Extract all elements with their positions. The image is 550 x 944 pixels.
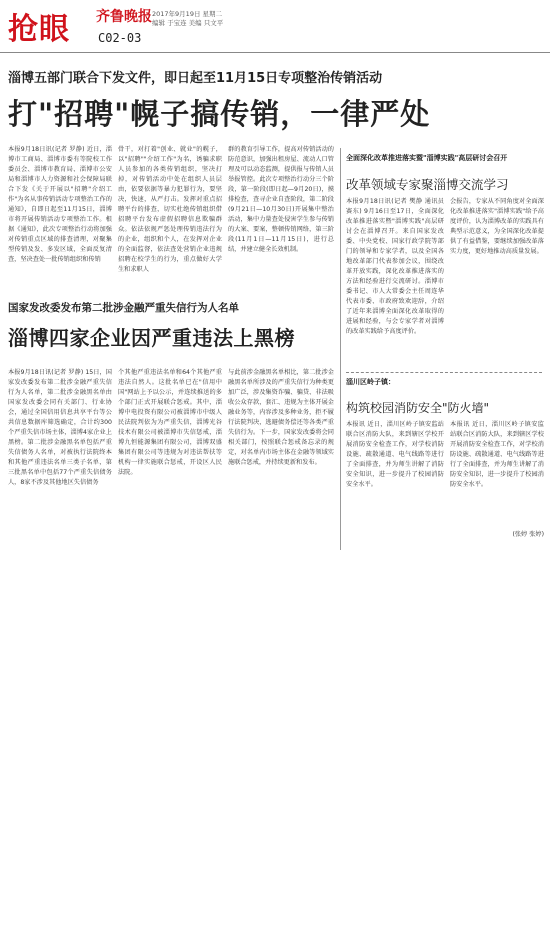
sidebar2-headline: 构筑校园消防安全"防火墙" xyxy=(346,401,490,415)
second-column-3: 与此前涉金融黑名单相比，第二批涉金融黑名单所涉及的严重失信行为种类更加广泛，涉及集资诈骗、骗贷、非法吸收公众存款，套汇、违规为主体开展金融业务等，内容涉及多种业务，拒不履行法院判决，逃避债务偿还等各类严重失信行为。下一步，国家发改委将会同相关部门，按照联合惩戒备忘录的规定，对名单内市场主体在金融等领域实施联合惩戒，并持续更新和发布。 xyxy=(228,369,334,466)
sidebar1-headline: 改革领域专家聚淄博交流学习 xyxy=(346,177,509,192)
sidebar2-kicker: 淄川区岭子镇： xyxy=(346,378,395,386)
sidebar1-column-2: 会报告，专家从不同角度对全面深化改革推进落实"淄博实践"给予高度评价，认为淄博改革的实践具有典型示范意义，为全国深化改革提供了有益借鉴，要继续加强改革落实力度，更好地推动高质量发展。 xyxy=(450,198,544,255)
section-title: 抢眼 xyxy=(8,12,70,47)
lead-column-3: 群的教育引导工作，提高对传销活动的防范意识，加强出租房屋、流动人口管理及可以动态监测，提供报与传销人员举报管控。此次专项整治行动分三个阶段，第一阶段(即日起—9月20日)，摸排检查，查寻企业自查阶段，第二阶段(9月21日—10月30日)开展集中整治活动，集中力量查处侵害学生参与传销的大案、要案，整顿传销网络，第三阶段(11月1日—11月15日)，进行总结，并建立健全长效机制。 xyxy=(228,146,334,253)
lead-headline: 打"招聘"幌子搞传销，一律严处 xyxy=(8,97,431,131)
second-column-2: 个其他严重违法名单和64个其他严重违法自然人。这批名单已在"信用中国"网站上予以公示，并连续推送的多个部门正式开展联合惩戒。其中，淄博中电投资有限公司被淄博市中级人民法院判依为为严重失信，淄博光谷技术有限公司被淄博市失信惩戒，淄博九恒能源集团有限公司，淄博双盛集团有限公司等违规为对违法帮扶等机构一律实施联合惩戒，开设区人民法院。 xyxy=(118,369,222,476)
lead-column-2: 骨干，对打着"创业、就业"的幌子，以"招聘""介绍工作"为名，诱骗求职人员参加的各类传销组织，坚决打掉，对传销活动中处在组织人员层由，依要依据等暴力犯罪行为，要坚决，快速，从严打击。发挥对重点招聘平台的排查，切实杜绝传销组织借招聘平台发布虚假招聘信息欺骗群众。依法依规严惩处理传销违法行为的企业，组织和个人，在发挥对企业的全面监督，依法查处营销企业违规招聘在校学生的行为，重点做好大学生和求职人 xyxy=(118,146,222,273)
sidebar2-byline: (张婷 张婷) xyxy=(512,531,544,538)
sidebar2-column-1: 本报讯 近日，淄川区岭子镇安监站联合区消防大队，来到辖区学校开展消防安全检查工作，对学校消防设施、疏散通道、电气线路等进行了全面排查，并为师生讲解了消防安全知识，进一步提升了校园消防安全水平。 xyxy=(346,421,444,488)
second-kicker: 国家发改委发布第二批涉金融严重失信行为人名单 xyxy=(8,302,239,314)
column-divider xyxy=(340,148,341,550)
sidebar2-column-2: 本报讯 近日，淄川区岭子镇安监站联合区消防大队，来到辖区学校开展消防安全检查工作，对学校消防设施、疏散通道、电气线路等进行了全面排查，并为师生讲解了消防安全知识，进一步提升了校园消防安全水平。 xyxy=(450,421,544,488)
sidebar1-kicker: 全面深化改革推进落实暨"淄博实践"高层研讨会召开 xyxy=(346,154,508,162)
page-code: C02-03 xyxy=(98,31,142,45)
second-headline: 淄博四家企业因严重违法上黑榜 xyxy=(8,326,295,350)
lead-kicker: 淄博五部门联合下发文件，即日起至11月15日专项整治传销活动 xyxy=(8,71,383,86)
lead-column-1: 本报9月18日讯(记者 罗静) 近日，淄博市工商局、淄博市委有等院校工作委员会、淄博市教育局、淄博市公安局和淄博市人力资源和社会保障局联合下发《关于开展以"招聘"介绍工作"为名从事传销活动专项整治工作的通知》，自即日起至11月15日，淄博市将开展传销活动专项整治工作。根据《通知》，此次专项整治行动将加强对传销重点区域的排查清理，对聚集型传销及发、多发区域，全面反复清查，坚决查处一批传销组织和传销 xyxy=(8,146,112,263)
date-line: 2017年9月19日 星期二 xyxy=(152,10,223,18)
staff-line: 编辑 于宝连 美编 只文平 xyxy=(152,19,224,27)
second-column-1: 本报9月18日讯(记者 罗静) 15日，国家发改委发布第二批涉金融严重失信行为人名单，第二批涉金融黑名单由国家发改委会同有关部门、行业协会，通过全国信用信息共享平台等公共信息数据库筛选确定，合计约300个严重失信市场主体，淄博4家企业上黑榜。第二批涉金融黑名单包括严重失信债务人名单，对被执行法院终本和其他严重违法名单三类子名单，第三批黑名单中包括77个严重失信债务人，8家不涉及其他地区失信债务 xyxy=(8,369,112,486)
masthead-rule xyxy=(0,52,550,53)
newspaper-name: 齐鲁晚报 xyxy=(96,9,152,25)
sidebar-divider xyxy=(346,372,542,373)
sidebar1-column-1: 本报9月18日讯(记者 樊静 通讯员 赛东) 9月16日至17日，全面深化改革推进落实暨"淄博实践"高层研讨会在淄博召开。来自国家发改委、中央党校、国家行政学院等部门的领导和专家学者，以及全国各地改革部门代表参加会议，围绕改革开放实践，深化改革推进落实的方法和经验进行交流研讨。淄博市委书记、市人大常委会主任周连华代表市委、市政府致欢迎辞，介绍了近年来淄博全面深化改革取得的进展和经验，与会专家学者对淄博的改革实践给予高度评价。 xyxy=(346,198,444,335)
